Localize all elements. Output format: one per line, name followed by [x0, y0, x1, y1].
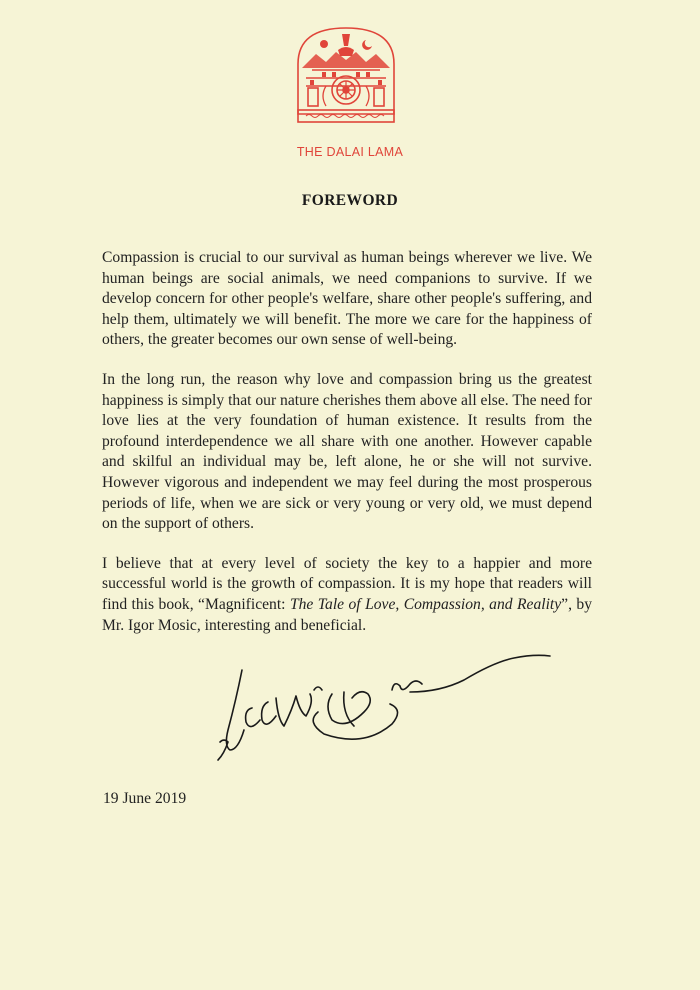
paragraph-2: In the long run, the reason why love and compassion bring us the greatest happiness is simply that our nature cherishes them above all else. The need for love lies at the very foundation of human existence. It results from the profound interdependence we all share with one another. However capable and skilful an individual may be, left alone, he or she will not survive. However vigorous and independent we may feel during the most prosperous periods of life, when we are sick or very young or very old, we must depend on the support of others. — [102, 370, 592, 533]
paragraph-3-text-b: ”, by Mr. Igor Mosic, interesting and beneficial. — [102, 595, 593, 634]
paragraph-3-text-a: I believe that at every level of society the key to a happier and more successful world is the growth of compassion. It is my hope that readers will find this book, “Magnificent: — [102, 554, 592, 613]
paragraph-3 — [102, 554, 592, 636]
letterhead-name: THE DALAI LAMA — [296, 145, 404, 159]
page-title: FOREWORD — [301, 192, 399, 209]
paragraph-1: Compassion is crucial to our survival as human beings wherever we live. We human beings are social animals, we need companions to survive. If we develop concern for other people's welfare, share other people's suffering, and help them, ultimately we will benefit. The more we care for the happiness of others, the greater becomes our own sense of well-being. — [102, 249, 592, 349]
letter-body — [102, 248, 592, 655]
letter-date: 19 June 2019 — [103, 790, 187, 807]
dalai-lama-seal-icon — [292, 24, 400, 128]
handwritten-signature-icon — [214, 650, 559, 765]
book-title: The Tale of Love, Compassion, and Reality — [289, 595, 562, 613]
